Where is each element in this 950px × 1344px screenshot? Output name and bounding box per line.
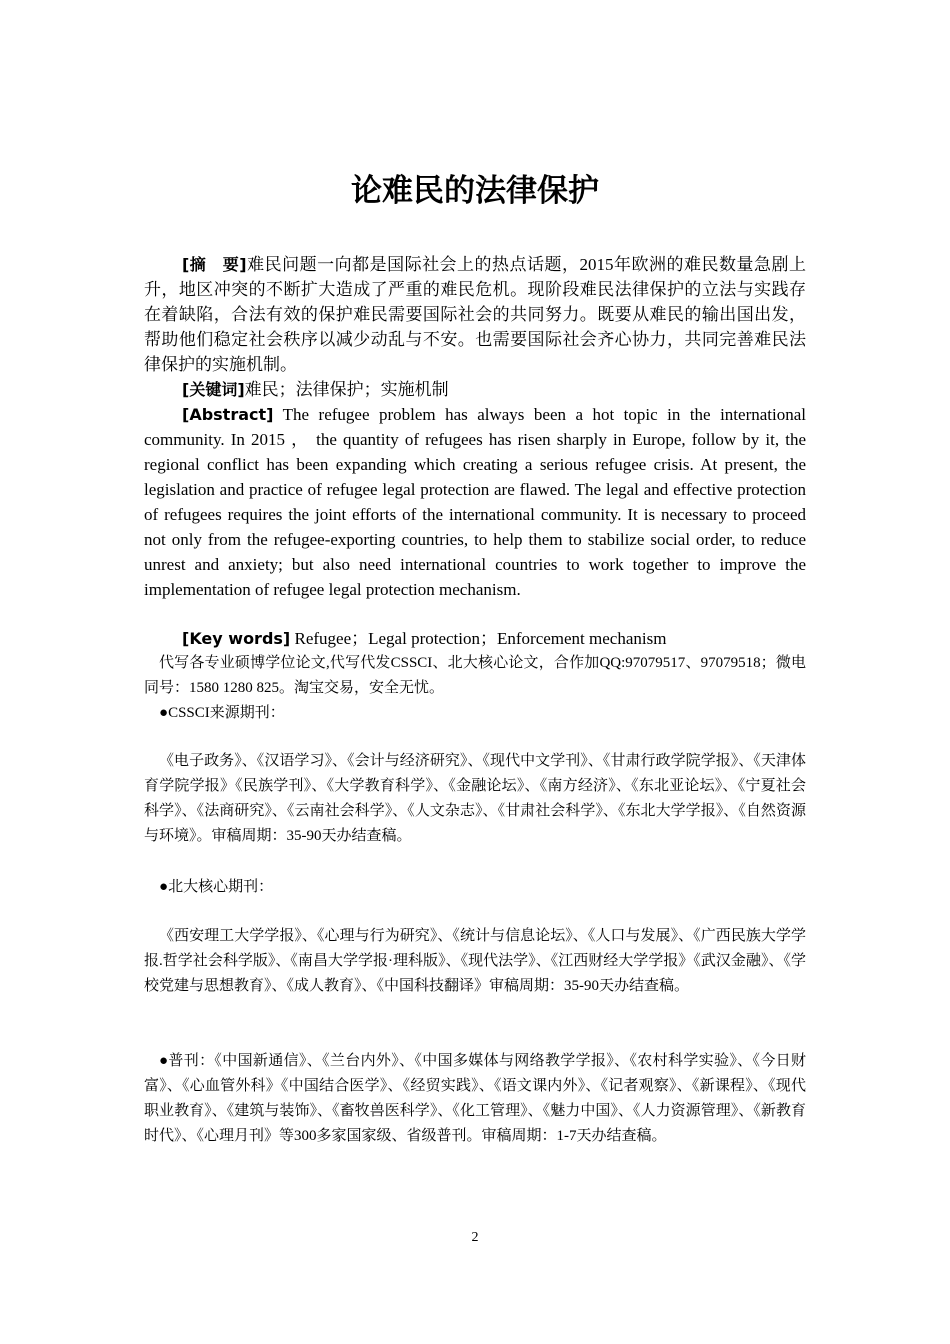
abstract-chinese-label: [摘 要]	[182, 255, 247, 274]
keywords-english	[144, 626, 806, 651]
pku-journal-list: 《西安理工大学学报》、《心理与行为研究》、《统计与信息论坛》、《人口与发展》、《广西民族大学学报.哲学社会科学版》、《南昌大学学报·理科版》、《现代法学》、《江西财经大学学报》《武汉金融》、《学校党建与思想教育》、《成人教育》、《中国科技翻译》审稿周期：35-90天办结查稿。	[144, 928, 806, 994]
keywords-english-label: [Key words]	[182, 629, 291, 648]
abstract-english-text: The refugee problem has always been a hot topic in the international community. In 2015 ， the quantity of refugees has risen sharply in Europe, follow by it, the regional conflict has been expanding which creating a serious refugee crisis. At present, the legislation and practice of refugee legal protection are flawed. The legal and effective protection of refugees requires the joint efforts of the international community. It is necessary to proceed not only from the refugee-exporting countries, to help them to stabilize social order, to reduce unrest and anxiety; but also need international countries to work together to improve the implementation of refugee legal protection mechanism.	[144, 405, 806, 599]
abstract-chinese	[144, 252, 806, 377]
abstract-english-label: [Abstract]	[182, 405, 274, 424]
keywords-chinese	[144, 377, 806, 402]
keywords-chinese-text: 难民；法律保护；实施机制	[244, 380, 449, 399]
cssci-heading: ● CSSCI来源期刊：	[144, 701, 806, 726]
page-title: 论难民的法律保护	[351, 173, 599, 209]
cssci-journal-list: 《电子政务》、《汉语学习》、《会计与经济研究》、《现代中文学刊》、《甘肃行政学院学报》、《天津体育学院学报》《民族学刊》、《大学教育科学》、《金融论坛》、《南方经济》、《东北亚论坛》、《宁夏社会科学》、《法商研究》、《云南社会科学》、《人文杂志》、《甘肃社会科学》、《东北大学学报》、《自然资源与环境》。审稿周期：35-90天办结查稿。	[144, 753, 806, 844]
ad-text: 代写各专业硕博学位论文,代写代发CSSCI、北大核心论文，合作加QQ:97079517、97079518；微电同号：1580 1280 825。淘宝交易，安全无忧。	[144, 655, 806, 696]
keywords-english-text: Refugee；Legal protection；Enforcement mechanism	[294, 629, 667, 648]
abstract-english	[144, 402, 806, 602]
general-journal-list: ● 普刊：《中国新通信》、《兰台内外》、《中国多媒体与网络教学学报》、《农村科学实验》、《今日财富》、《心血管外科》《中国结合医学》、《经贸实践》、《语文课内外》、《记者观察》、《新课程》、《现代职业教育》、《建筑与装饰》、《畜牧兽医科学》、《化工管理》、《魅力中国》、《人力资源管理》、《新教育时代》、《心理月刊》等300多家国家级、省级普刊。审稿周期：1-7天办结查稿。	[144, 1049, 806, 1149]
pku-heading: ● 北大核心期刊：	[144, 875, 806, 900]
abstract-chinese-text: 难民问题一向都是国际社会上的热点话题，2015年欧洲的难民数量急剧上升，地区冲突的不断扩大造成了严重的难民危机。现阶段难民法律保护的立法与实践存在着缺陷，合法有效的保护难民需要国际社会的共同努力。既要从难民的输出国出发，帮助他们稳定社会秩序以减少动乱与不安。也需要国际社会齐心协力，共同完善难民法律保护的实施机制。	[144, 255, 806, 374]
keywords-chinese-label: [关键词]	[182, 380, 245, 399]
page-number: 2	[471, 1230, 479, 1245]
